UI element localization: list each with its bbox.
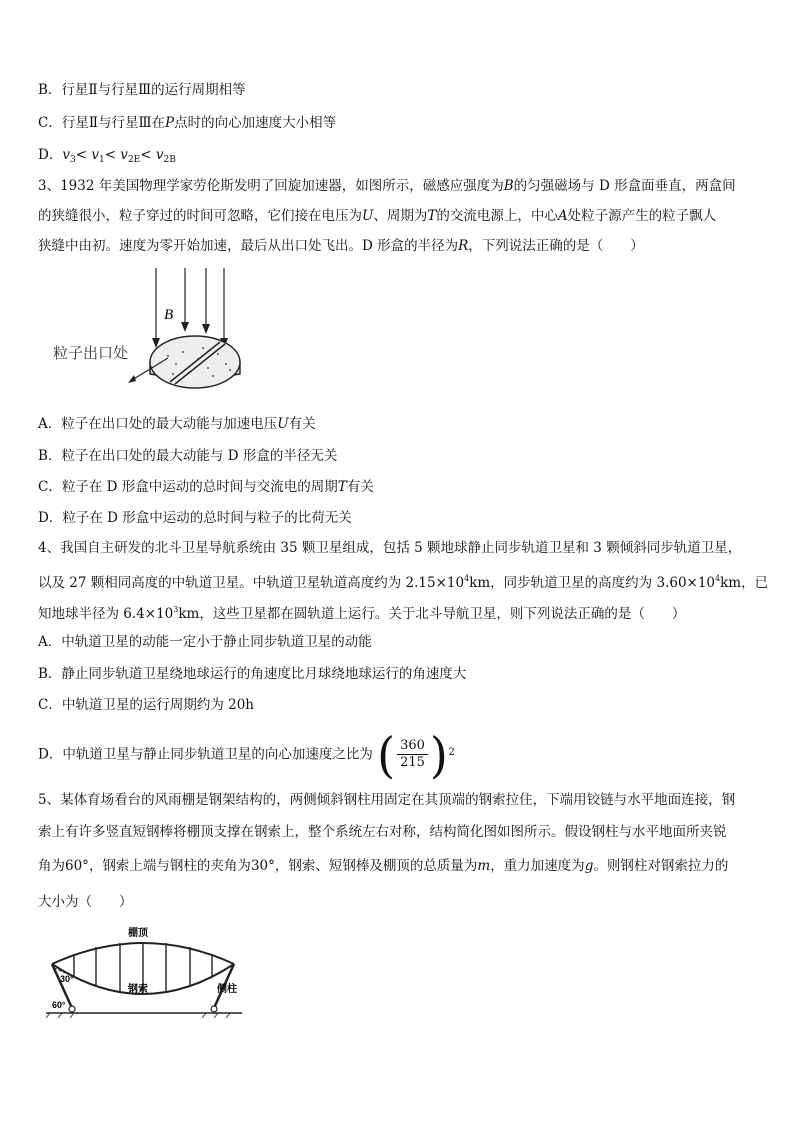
q4-option-b: B．静止同步轨道卫星绕地球运行的角速度比月球绕地球运行的角速度大 [38,666,467,682]
cyclotron-figure [48,264,258,400]
q4-option-a: A．中轨道卫星的动能一定小于静止同步轨道卫星的动能 [38,634,372,650]
option-b-prev: B．行星Ⅱ与行星Ⅲ的运行周期相等 [38,82,246,98]
q3-stem-line1: 3、1932 年美国物理学家劳伦斯发明了回旋加速器，如图所示，磁感应强度为B的匀强磁场与 D 形盒面垂直，两盒间 [38,178,736,194]
canopy-figure [38,924,250,1024]
angle-30-label: 30° [60,974,74,984]
cable-label: 钢索 [128,984,148,995]
q4-option-c: C．中轨道卫星的运行周期约为 20h [38,697,254,713]
angle-60-label: 60° [52,1000,66,1010]
q3-stem-line2: 的狭缝很小，粒子穿过的时间可忽略，它们接在电压为U、周期为T的交流电源上，中心A处粒子源产生的粒子飘人 [38,208,717,224]
pillar-label: 侧柱 [217,984,237,995]
q3-option-d: D．粒子在 D 形盒中运动的总时间与粒子的比荷无关 [38,510,352,526]
q4-stem-line1: 4、我国自主研发的北斗卫星导航系统由 35 颗卫星组成，包括 5 颗地球静止同步轨道卫星和 3 颗倾斜同步轨道卫星， [38,540,742,556]
q5-stem-line1: 5、某体育场看台的风雨棚是钢架结构的，两侧倾斜钢柱用固定在其顶端的钢索拉住，下端用铰链与水平地面连接，钢 [38,792,736,808]
ratio-numerator: 360 [397,738,428,755]
ratio-denominator: 215 [400,755,425,770]
ratio-exponent: 2 [448,746,455,758]
q3-option-c: C．粒子在 D 形盒中运动的总时间与交流电的周期T有关 [38,479,374,495]
q4-stem-line3: 知地球半径为 $6.4\times 10^3km$，这些卫星都在圆轨道上运行。关于北斗导航卫星，则下列说法正确的是（ ） [38,605,686,622]
q5-stem-line2: 索上有许多竖直短钢棒将棚顶支撑在钢索上，整个系统左右对称，结构简化图如图所示。假设钢柱与水平地面所夹锐 [38,824,727,840]
q5-stem-line4: 大小为（ ） [38,894,133,910]
exit-label: 粒子出口处 [53,346,129,362]
q3-stem-line3: 狭缝中由初。速度为零开始加速，最后从出口处飞出。D 形盒的半径为R，下列说法正确的是（ ） [38,238,644,254]
q4-stem-line2: 以及 27 颗相同高度的中轨道卫星。中轨道卫星轨道高度约为 $2.15\times 10^4km$，同步轨道卫星的高度约为 $3.60\times 10^4km$，已 [38,574,769,591]
option-d-prev: D．$v_3< v_1< v_{2E}< v_{2B}$ [38,147,176,165]
q4-option-d: D．中轨道卫星与静止同步轨道卫星的向心加速度之比为 ( $\frac{360}{215}$ ) 2 [38,726,455,783]
roof-label: 棚顶 [128,928,148,939]
ratio-expression: ( $\frac{360}{215}$ ) 2 [377,726,455,783]
q3-option-b: B．粒子在出口处的最大动能与 D 形盒的半径无关 [38,448,338,464]
q5-stem-line3: 角为60°，钢索上端与钢柱的夹角为30°，钢索、短钢棒及棚顶的总质量为m，重力加速度为g。则钢柱对钢索拉力的 [38,858,729,874]
q3-option-a: A．粒子在出口处的最大动能与加速电压U有关 [38,416,316,432]
option-c-prev: C．行星Ⅱ与行星Ⅲ在P点时的向心加速度大小相等 [38,115,337,131]
field-label-b: B [164,307,174,323]
